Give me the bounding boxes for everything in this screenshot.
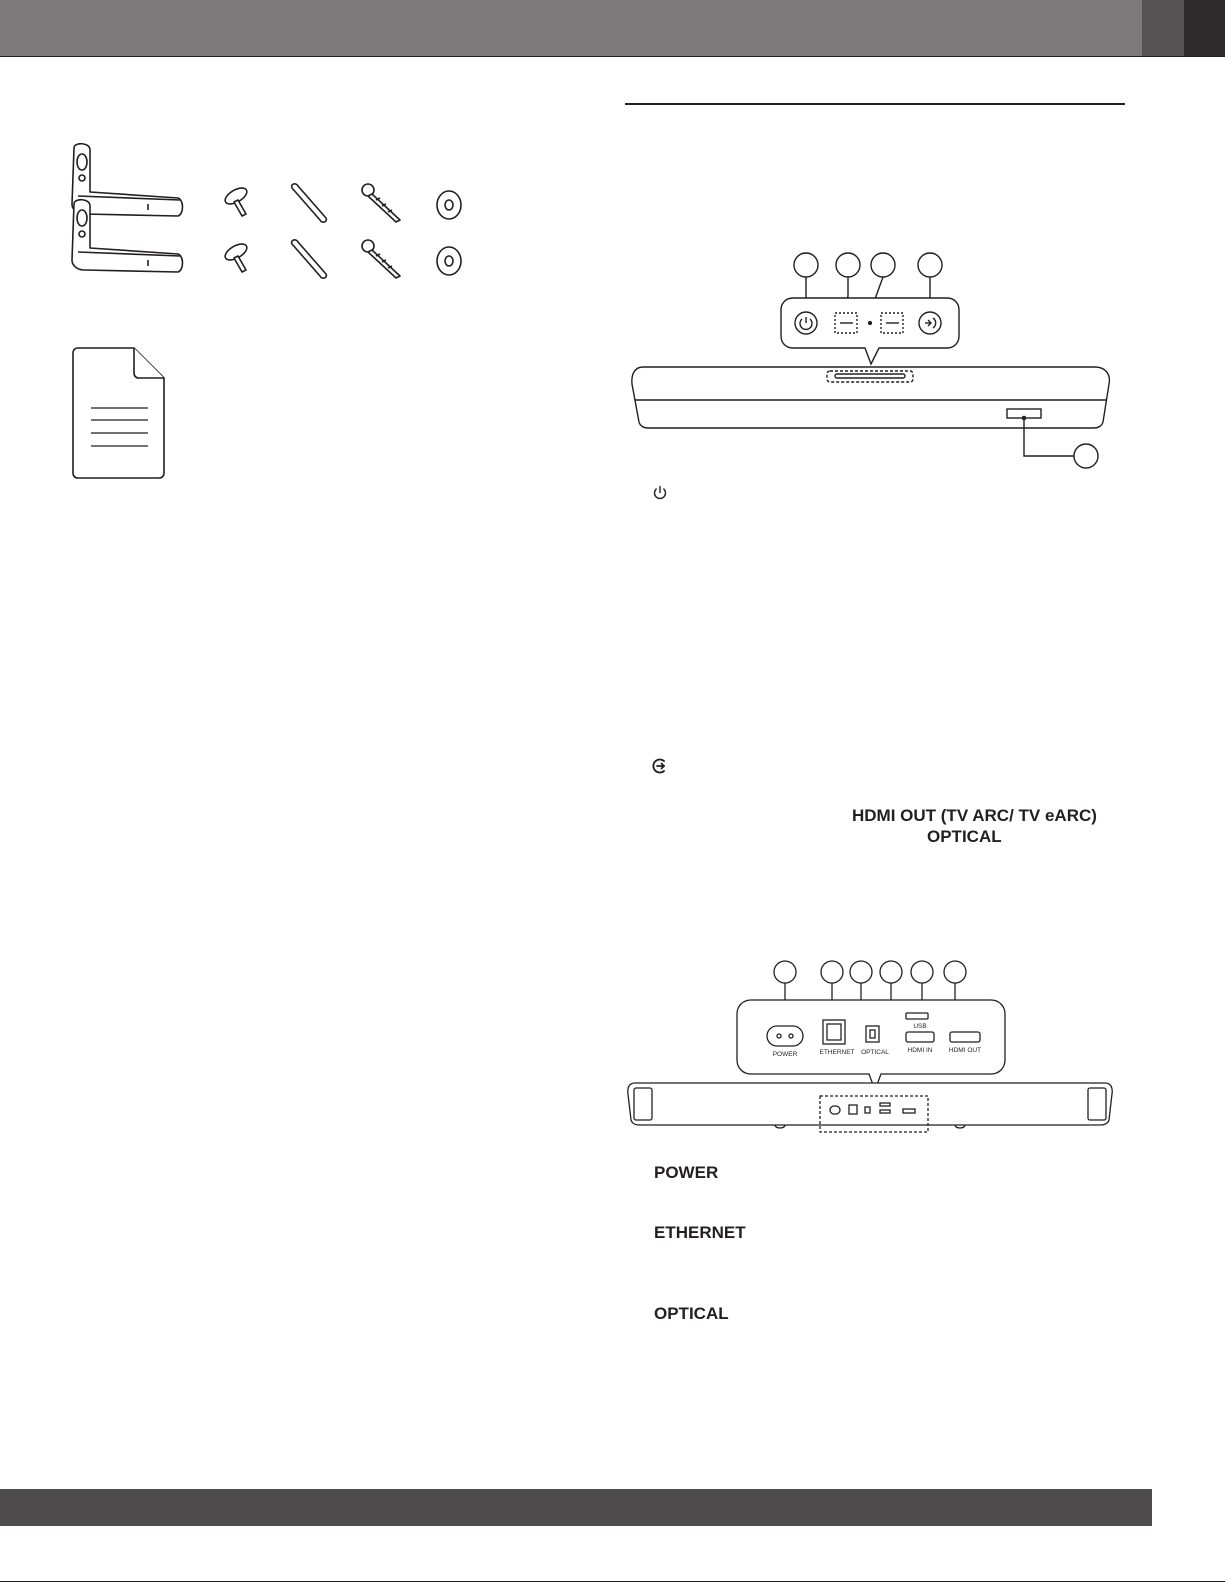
header-band bbox=[0, 0, 1225, 57]
diagram-power-port-label: POWER bbox=[772, 1051, 798, 1058]
soundbar-rear-panel-diagram bbox=[625, 958, 1115, 1148]
rear-power-label: POWER bbox=[654, 1163, 719, 1182]
footer-band bbox=[0, 1489, 1152, 1526]
optical-label: OPTICAL bbox=[927, 827, 1002, 846]
soundbar-top-panel-diagram bbox=[625, 250, 1115, 470]
document-icon bbox=[72, 347, 166, 479]
source-input-icon bbox=[652, 757, 670, 775]
spacer-illustration bbox=[437, 191, 461, 219]
header-tab-black bbox=[1184, 0, 1225, 57]
thumb-screw-illustration bbox=[223, 241, 250, 272]
rear-ethernet-label: ETHERNET bbox=[654, 1223, 746, 1242]
header-divider bbox=[0, 56, 1225, 57]
screw-illustration bbox=[362, 240, 400, 278]
header-tab-dark bbox=[1142, 0, 1184, 57]
diagram-ethernet-port-label: ETHERNET bbox=[819, 1049, 855, 1056]
box-contents-illustration bbox=[60, 140, 480, 290]
diagram-usb-port-label: USB bbox=[913, 1023, 927, 1030]
footer-line bbox=[0, 1581, 1225, 1582]
rear-optical-label: OPTICAL bbox=[654, 1304, 729, 1323]
diagram-hdmi-out-port-label: HDMI OUT bbox=[948, 1047, 982, 1054]
power-icon bbox=[652, 485, 668, 501]
hdmi-out-label: HDMI OUT (TV ARC/ TV eARC) bbox=[852, 806, 1097, 825]
diagram-hdmi-in-port-label: HDMI IN bbox=[907, 1047, 933, 1054]
thumb-screw-illustration bbox=[223, 185, 250, 216]
section-rule bbox=[625, 103, 1125, 105]
spacer-illustration bbox=[437, 247, 461, 275]
wall-anchor-illustration bbox=[292, 184, 327, 222]
wall-anchor-illustration bbox=[292, 240, 327, 278]
diagram-optical-port-label: OPTICAL bbox=[861, 1049, 889, 1056]
screw-illustration bbox=[362, 184, 400, 222]
